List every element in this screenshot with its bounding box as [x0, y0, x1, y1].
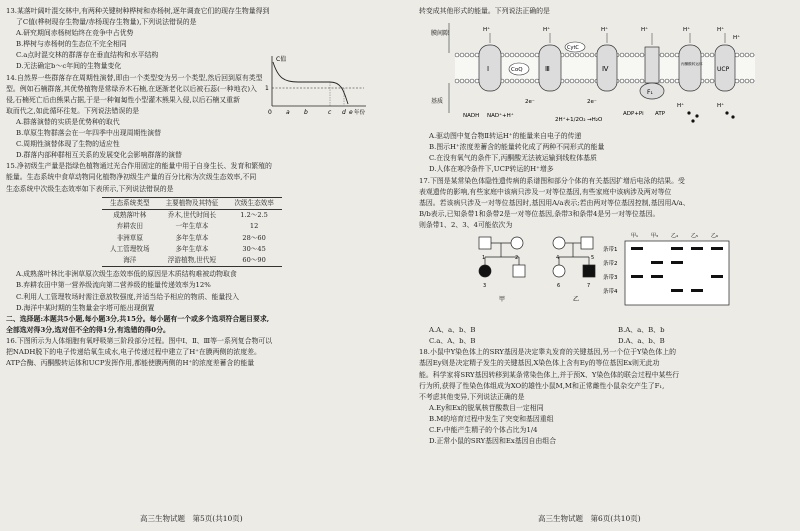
svg-text:甲₁: 甲₁ [631, 233, 639, 240]
q14-option-d: D.群落内部种群相互关系的发展变化会影响群落的演替 [16, 151, 182, 160]
q13-c-value-graph [264, 52, 374, 116]
lipid-head [470, 53, 474, 57]
question-16 [6, 336, 402, 369]
q18-option-c: C.F₁中能产生精子的个体占比为1/4 [429, 425, 538, 434]
lipid-head [510, 79, 514, 83]
svg-text:5: 5 [591, 255, 595, 262]
svg-text:条带1: 条带1 [603, 247, 618, 254]
lipid-head [670, 79, 674, 83]
q16-stem-3: ATP合酶、丙酮酸转运体和UCP发挥作用,都能使膜两侧的H⁺的浓度差蓄含的能量 [6, 359, 255, 368]
lipid-head [505, 79, 509, 83]
svg-text:乙₄: 乙₄ [671, 233, 679, 240]
svg-text:→H₂O: →H₂O [587, 117, 603, 124]
svg-text:e: e [349, 109, 353, 116]
lipid-head [565, 53, 569, 57]
page-footer-left: 高三生物试题 第5页(共10页) [140, 514, 243, 523]
q15-option-d: D.海洋中某时期的生物量金字塔可能出现倒置 [16, 303, 155, 312]
q15-stem-1: 15.净初级生产量是指绿色植物通过光合作用固定的能量中用于自身生长、发育和繁殖的 [6, 162, 272, 171]
lipid-head [475, 79, 479, 83]
svg-text:乙₅: 乙₅ [691, 233, 699, 240]
svg-text:条带4: 条带4 [603, 289, 618, 296]
question-17 [419, 176, 797, 231]
lipid-head [575, 79, 579, 83]
lipid-head [520, 53, 524, 57]
lipid-head [660, 53, 664, 57]
lipid-head [530, 53, 534, 57]
lipid-head [620, 79, 624, 83]
q14-stem-2: 型。例如石楠群落,其优势植物是常绿乔木石楠,在逐渐老化以后被石蕊(一种地衣)入 [6, 84, 257, 93]
lipid-head [640, 79, 644, 83]
q13-option-b: B.桦树与赤杨树的生态位不完全相同 [16, 40, 127, 49]
svg-text:Ⅳ: Ⅳ [602, 65, 609, 74]
q14-option-c: C.周期性演替体现了生物的适应性 [16, 140, 120, 149]
svg-text:1: 1 [482, 255, 486, 262]
lipid-head [630, 53, 634, 57]
lipid-head [460, 53, 464, 57]
svg-text:ATP: ATP [655, 111, 666, 118]
lipid-head [580, 79, 584, 83]
svg-text:H⁺: H⁺ [717, 27, 725, 34]
lipid-head [570, 79, 574, 83]
svg-text:2: 2 [515, 255, 519, 262]
lipid-head [630, 79, 634, 83]
svg-text:甲₃: 甲₃ [651, 233, 659, 240]
q17-stem-5: 则条带1、2、3、4可能依次为 [419, 220, 513, 229]
svg-text:H⁺: H⁺ [601, 27, 609, 34]
lipid-head [625, 79, 629, 83]
q15-stem-3: 生态系统中次级生态效率如下表所示,下列说法错误的是 [6, 184, 174, 193]
svg-text:条带2: 条带2 [603, 261, 618, 268]
q13-option-c: C.a点时混交林的群落存在垂直结构和水平结构 [16, 51, 159, 60]
svg-text:甲: 甲 [499, 296, 506, 304]
lipid-head [740, 53, 744, 57]
lipid-head [635, 79, 639, 83]
svg-text:6: 6 [557, 283, 561, 290]
svg-text:H⁺: H⁺ [677, 103, 685, 110]
q17-stem-2: 表观遗传的影响,有些家庭中该病只涉及一对等位基因,有些家庭中该病涉及两对等位 [419, 187, 672, 196]
right-column [419, 6, 797, 447]
svg-text:d: d [342, 109, 346, 116]
lipid-head [455, 79, 459, 83]
lipid-head [515, 79, 519, 83]
table-row: 人工管理牧场 多年生草本 30～45 [110, 244, 266, 253]
q15-option-a: A.成熟落叶林比非洲草原次级生态效率低的原因是木质结构难被动物取食 [16, 270, 237, 279]
q14-stem-3: 侵,石楠死亡后由熊果占据,于是一种匍匐性小型灌木熊果入侵,以后石楠又重新 [6, 95, 240, 104]
svg-text:CoQ: CoQ [511, 67, 523, 74]
lipid-head [735, 53, 739, 57]
lipid-head [535, 79, 539, 83]
lipid-head [530, 79, 534, 83]
q16-stem-2: 把NADH脱下的电子传递给氧生成水,电子传递过程中建立了H⁺在膜两侧的浓度差。 [6, 348, 261, 357]
q17-stem-4: B/b表示,已知条带1和条带2是一对等位基因,条带3和条带4是另一对等位基因。 [419, 209, 660, 218]
svg-text:4: 4 [556, 255, 560, 262]
lipid-head [470, 79, 474, 83]
q13-option-d: D.无法确定b～c年间的生物量变化 [16, 62, 122, 71]
lipid-head [750, 53, 754, 57]
svg-text:b: b [304, 109, 308, 116]
lipid-head [670, 53, 674, 57]
q15-option-b: B.弃耕农田中第一营养级流向第二营养级的能量传递效率为12% [16, 281, 211, 290]
table-row: 海洋 浮游植物,世代短 60～90 [102, 255, 282, 267]
lipid-head [590, 53, 594, 57]
svg-text:2e⁻: 2e⁻ [525, 99, 535, 106]
lipid-head [535, 53, 539, 57]
graph-one-tick: 1 [265, 85, 269, 92]
q16-option-b: B.图示H⁺浓度差蓄含的能量转化成了两种不同形式的能量 [429, 143, 605, 152]
lipid-head [675, 53, 679, 57]
svg-text:丙酮酸转运体: 丙酮酸转运体 [681, 62, 703, 67]
lipid-head [520, 79, 524, 83]
svg-text:0: 0 [268, 109, 272, 116]
svg-text:2e⁻: 2e⁻ [587, 99, 597, 106]
lipid-head [620, 53, 624, 57]
svg-text:H⁺: H⁺ [483, 27, 491, 34]
lipid-head [745, 79, 749, 83]
lipid-head [625, 53, 629, 57]
lipid-head [505, 53, 509, 57]
q17-options-row-1 [419, 325, 797, 336]
lipid-head [640, 53, 644, 57]
q18-stem-2: 基因Ey则是决定精子发生的关键基因,X染色体上含有Ey的等位基因Ex则无此功 [419, 359, 660, 368]
svg-text:Ⅰ: Ⅰ [487, 65, 490, 74]
page-footer-right: 高三生物试题 第6页(共10页) [538, 514, 641, 523]
svg-text:3: 3 [483, 283, 487, 290]
q17-option-b: B.A、a、B、b [618, 326, 665, 335]
lipid-head [585, 79, 589, 83]
electron-transport-diagram [427, 17, 757, 127]
lipid-head [525, 79, 529, 83]
lipid-head [465, 79, 469, 83]
svg-text:H⁺: H⁺ [683, 27, 691, 34]
q14-stem-4: 取而代之,如此循环往复。下列说法错误的是 [6, 106, 140, 115]
svg-text:2H⁺+1/2O₂: 2H⁺+1/2O₂ [555, 117, 586, 124]
svg-text:乙₆: 乙₆ [711, 233, 719, 240]
lipid-head [665, 53, 669, 57]
q13-stem-2: 了C值(桦树现存生物量/赤杨现存生物量),下列说法错误的是 [16, 18, 197, 27]
svg-text:a: a [286, 109, 290, 116]
svg-text:UCP: UCP [717, 66, 730, 74]
lipid-head [580, 53, 584, 57]
table-header: 生态系统类型 [110, 198, 150, 207]
svg-text:CytC: CytC [567, 45, 579, 52]
q17-option-d: D.A、a、b、B [618, 337, 665, 346]
question-18 [419, 347, 797, 447]
lipid-head [575, 53, 579, 57]
pedigree-and-gel [419, 231, 789, 321]
q16-stem-1: 16.下图所示为人体细胞有氧呼吸第三阶段部分过程。图中Ⅰ、Ⅱ、Ⅲ等一系列复合物可以 [6, 336, 273, 345]
table-row: 非洲草原 多年生草本 28～60 [116, 233, 266, 242]
lipid-head [660, 79, 664, 83]
q18-stem-1: 18.小鼠中Y染色体上的SRY基因是决定睾丸发育的关键基因,另一个位于Y染色体上的 [419, 348, 676, 357]
table-header: 次级生态效率 [234, 198, 274, 207]
q14-option-b: B.草原生物群落会在一年四季中出现周期性演替 [16, 129, 162, 138]
q16-stem-continued: 转变成其他形式的能量。下列说法正确的是 [419, 7, 550, 15]
lipid-head [475, 53, 479, 57]
table-header: 主要植物及其特征 [165, 198, 219, 207]
pyruvate-transporter [679, 45, 701, 91]
q15-stem-2: 能量。生态系统中食草动物同化植物净初级生产量的百分比称为次级生态效率,不同 [6, 173, 257, 182]
complex-III [539, 45, 561, 91]
lipid-head [705, 79, 709, 83]
left-column [6, 6, 402, 369]
lipid-head [665, 79, 669, 83]
q17-stem-1: 17.下图是某常染色体隐性遗传病的系谱图和部分个体的有关基因扩增后电泳的结果。受 [419, 176, 685, 185]
q16-option-c: C.在没有氧气的条件下,丙酮酸无法被运输到线粒体基质 [429, 154, 597, 163]
q13-stem-1: 13.某落叶阔叶混交林中,有两种关键树种桦树和赤杨树,逐年调查它们的现存生物量得到 [6, 7, 270, 15]
lipid-head [515, 53, 519, 57]
svg-text:F₁: F₁ [647, 89, 653, 97]
lipid-head [745, 53, 749, 57]
q14-option-a: A.群落演替的实质是优势种的取代 [16, 117, 120, 126]
lipid-head [705, 53, 709, 57]
lipid-head [675, 79, 679, 83]
efficiency-table [102, 197, 282, 268]
svg-text:H⁺: H⁺ [543, 27, 551, 34]
lipid-head [750, 79, 754, 83]
question-15 [6, 161, 402, 313]
q18-option-b: B.M的培育过程中发生了突变和基因重组 [429, 414, 554, 423]
svg-text:乙: 乙 [573, 296, 580, 304]
table-row: 弃耕农田 一年生草本 12 [116, 222, 259, 231]
lipid-head [735, 79, 739, 83]
svg-text:Ⅲ: Ⅲ [545, 65, 550, 74]
q18-stem-5: 不考虑其他变异,下列说法正确的是 [419, 392, 525, 401]
lipid-head [460, 79, 464, 83]
lipid-head [465, 53, 469, 57]
q18-option-d: D.正常小鼠的SRY基因和Ex基因自由组合 [429, 437, 557, 446]
q18-option-a: A.Ey和Ex的脱氧核苷酸数目一定相同 [429, 403, 544, 412]
q14-stem-1: 14.自然界一些群落存在周期性演替,即由一个类型变为另一个类型,然后回到原有类型 [6, 73, 263, 82]
matrix-label: 基质 [431, 98, 444, 106]
q16-option-a: A.驱动图中复合物Ⅱ转运H⁺的能量来自电子的传递 [429, 132, 582, 141]
lipid-head [710, 53, 714, 57]
q18-stem-4: 行为所,获得了性染色体组成为XO的雄性小鼠M,M和正常雌性小鼠杂交产生了F₁, [419, 381, 665, 390]
svg-text:ADP+Pi: ADP+Pi [623, 111, 644, 118]
lipid-head [590, 79, 594, 83]
lipid-head [585, 53, 589, 57]
svg-text:NAD⁺+H⁺: NAD⁺+H⁺ [487, 113, 514, 120]
svg-text:H⁺: H⁺ [733, 35, 741, 42]
svg-text:年份: 年份 [354, 110, 366, 116]
section-2-heading: 二、选择题:本题共5小题,每小题3分,共15分。每小题有一个或多个选项符合题目要求, 全部选对得3分,选对但不全的得1分,有选错的得0分。 [6, 314, 270, 334]
table-row: 成熟落叶林 乔木,世代时间长 1.2～2.5 [113, 210, 268, 219]
atp-synthase [645, 47, 659, 83]
svg-text:c: c [328, 109, 332, 116]
q13-option-a: A.研究期间赤杨树始终在竞争中占优势 [16, 29, 134, 38]
lipid-head [455, 53, 459, 57]
lipid-head [710, 79, 714, 83]
svg-text:H⁺: H⁺ [717, 103, 725, 110]
lipid-head [565, 79, 569, 83]
lipid-head [510, 53, 514, 57]
svg-text:条带3: 条带3 [603, 275, 618, 282]
q17-stem-3: 基因。若该病只涉及一对等位基因时,基因用A/a表示;若由两对等位基因控制,基因用A/a、 [419, 198, 690, 207]
q18-stem-3: 能。科学家将SRY基因转移到某条常染色体上,并于预X、Y染色体的联会过程中某些行 [419, 370, 680, 379]
graph-ylabel: C值 [276, 56, 287, 63]
q17-options-row-2 [419, 336, 797, 347]
lipid-head [570, 53, 574, 57]
svg-text:NADH: NADH [463, 113, 480, 120]
q15-option-c: C.利用人工管理牧场时需注意放牧强度,并适当给予相应的物质、能量投入 [16, 292, 240, 301]
complex-I [479, 45, 501, 91]
q17-option-a: A.A、a、b、B [429, 326, 476, 335]
svg-text:H⁺: H⁺ [641, 27, 649, 34]
lipid-head [635, 53, 639, 57]
q17-option-c: C.a、A、b、B [429, 337, 476, 346]
q16-option-d: D.人体在寒冷条件下,UCP转运的H⁺增多 [429, 165, 554, 174]
intermembrane-space-label: 膜间隙 [431, 30, 450, 38]
lipid-head [740, 79, 744, 83]
svg-text:7: 7 [587, 283, 591, 290]
lipid-head [525, 53, 529, 57]
